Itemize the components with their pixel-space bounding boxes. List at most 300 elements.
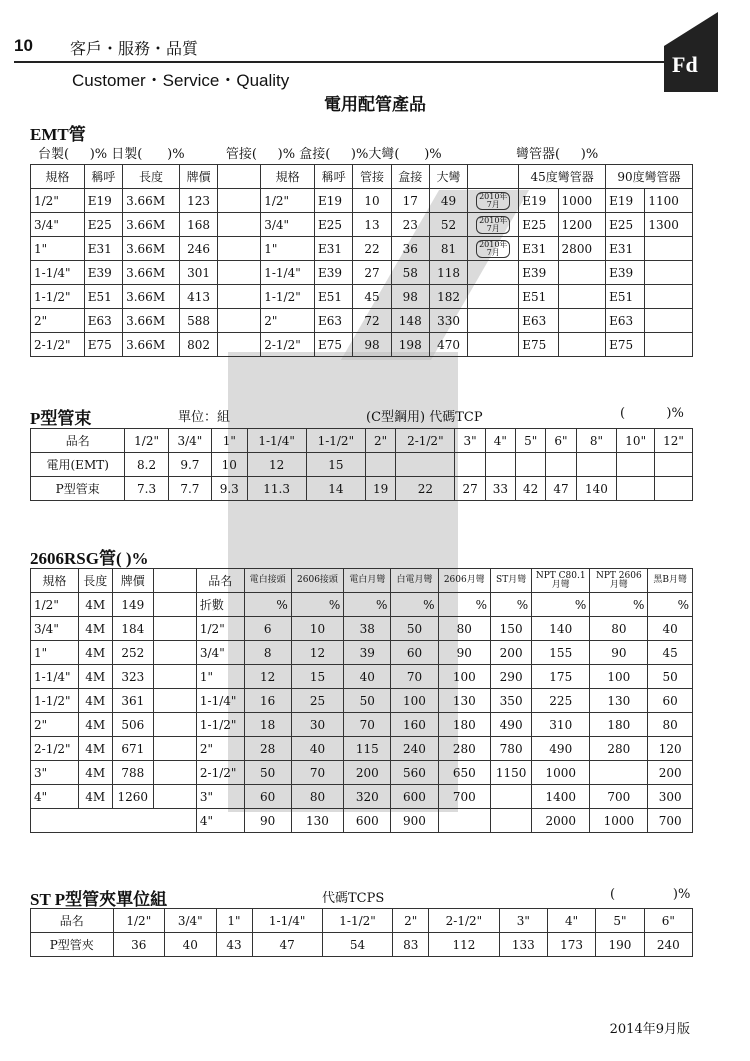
ptube-percent: ( )% — [620, 406, 684, 421]
table-cell: 900 — [391, 809, 438, 833]
table-cell: 4M — [78, 665, 112, 689]
table-cell — [645, 261, 693, 285]
table-cell: E25 — [84, 213, 122, 237]
table-cell: 3/4" — [196, 641, 244, 665]
stamp-month: 7月 — [486, 247, 500, 257]
table-cell: 4M — [78, 617, 112, 641]
table-row — [31, 761, 693, 785]
table-cell: 802 — [179, 333, 217, 357]
table-cell: E25 — [314, 213, 352, 237]
table-cell: E19 — [519, 189, 558, 213]
header-cell: 規格 — [31, 569, 79, 593]
table-cell: 80 — [291, 785, 344, 809]
table-cell: 118 — [429, 261, 467, 285]
percent-cell: % — [532, 593, 590, 617]
date-stamp-cell — [468, 285, 519, 309]
stclip-table — [30, 908, 693, 957]
table-cell: 175 — [532, 665, 590, 689]
date-stamp — [476, 240, 510, 258]
table-cell: 36 — [113, 933, 164, 957]
table-cell: 160 — [391, 713, 438, 737]
table-cell — [655, 477, 693, 501]
emt-heading: EMT管 — [30, 125, 86, 144]
table-cell: 90 — [244, 809, 291, 833]
table-cell: 15 — [291, 665, 344, 689]
table-cell: 50 — [391, 617, 438, 641]
stamp-month: 7月 — [486, 199, 500, 209]
ptube-unit: 單位：組 — [178, 410, 231, 425]
table-cell: 3.66M — [123, 309, 180, 333]
table-cell: 72 — [353, 309, 391, 333]
table-cell: E75 — [84, 333, 122, 357]
table-cell: 33 — [485, 477, 515, 501]
header-cell: NPT 2606月彎 — [590, 569, 648, 593]
table-cell: 300 — [648, 785, 693, 809]
gap-cell — [153, 617, 196, 641]
rsg-table — [30, 568, 693, 833]
stamp-year: 2010年 — [479, 191, 508, 201]
table-cell: E63 — [519, 309, 558, 333]
header-cell: 品名 — [31, 909, 114, 933]
table-cell: 1000 — [532, 761, 590, 785]
table-cell — [396, 453, 455, 477]
table-cell: 2-1/2" — [31, 737, 79, 761]
table-cell: 4M — [78, 785, 112, 809]
table-row — [31, 713, 693, 737]
table-cell: 2800 — [558, 237, 606, 261]
gap-cell — [218, 309, 261, 333]
table-cell: 2-1/2" — [31, 333, 85, 357]
header-cell: 1/2" — [125, 429, 168, 453]
table-cell: 2" — [196, 737, 244, 761]
table-cell: E19 — [84, 189, 122, 213]
table-cell: E31 — [519, 237, 558, 261]
table-cell: 折數 — [196, 593, 244, 617]
header-rule — [14, 61, 664, 63]
table-cell — [558, 309, 606, 333]
table-cell: 10 — [212, 453, 247, 477]
table-cell: 470 — [429, 333, 467, 357]
table-cell: 40 — [648, 617, 693, 641]
header-cell: 管接 — [353, 165, 391, 189]
header-cell: 5" — [516, 429, 546, 453]
table-cell: 310 — [532, 713, 590, 737]
gap-cell — [153, 737, 196, 761]
percent-cell: % — [648, 593, 693, 617]
header-cell: 2" — [393, 909, 429, 933]
table-cell: 60 — [391, 641, 438, 665]
table-cell: 2-1/2" — [261, 333, 315, 357]
table-cell: 12 — [247, 453, 306, 477]
header-cell: 1" — [212, 429, 247, 453]
table-cell: 490 — [491, 713, 532, 737]
table-cell: 54 — [322, 933, 392, 957]
table-cell: 148 — [391, 309, 429, 333]
table-cell — [617, 453, 655, 477]
table-cell: E63 — [84, 309, 122, 333]
table-cell: 6 — [244, 617, 291, 641]
table-cell — [617, 477, 655, 501]
table-cell: 180 — [590, 713, 648, 737]
table-cell: 4" — [196, 809, 244, 833]
table-cell: 3/4" — [261, 213, 315, 237]
table-cell: 140 — [576, 477, 617, 501]
table-cell: 1-1/2" — [31, 285, 85, 309]
table-cell: E63 — [314, 309, 352, 333]
table-cell: 413 — [179, 285, 217, 309]
table-cell: 70 — [391, 665, 438, 689]
table-cell: 80 — [648, 713, 693, 737]
table-header-row — [31, 569, 693, 593]
table-cell: 2000 — [532, 809, 590, 833]
table-cell: 39 — [344, 641, 391, 665]
table-cell: E39 — [606, 261, 645, 285]
table-cell: 173 — [547, 933, 595, 957]
table-cell: E31 — [84, 237, 122, 261]
percent-cell: % — [590, 593, 648, 617]
table-cell: E31 — [314, 237, 352, 261]
table-cell: 42 — [516, 477, 546, 501]
header-cell: 12" — [655, 429, 693, 453]
table-cell: 10 — [353, 189, 391, 213]
table-cell: 28 — [244, 737, 291, 761]
table-cell: 198 — [391, 333, 429, 357]
table-cell: 15 — [306, 453, 365, 477]
table-cell: 27 — [455, 477, 485, 501]
table-cell: 81 — [429, 237, 467, 261]
table-cell: 3" — [196, 785, 244, 809]
table-cell: 14 — [306, 477, 365, 501]
table-cell: 700 — [648, 809, 693, 833]
table-cell: E51 — [84, 285, 122, 309]
table-cell: 8 — [244, 641, 291, 665]
table-cell — [491, 785, 532, 809]
table-cell — [455, 453, 485, 477]
table-cell: 47 — [546, 477, 576, 501]
table-cell: 1-1/4" — [261, 261, 315, 285]
table-row — [31, 809, 693, 833]
header-cell: 2-1/2" — [429, 909, 499, 933]
table-cell — [491, 809, 532, 833]
table-cell: 40 — [291, 737, 344, 761]
table-cell: 120 — [648, 737, 693, 761]
table-cell: 1-1/4" — [31, 665, 79, 689]
table-cell: 22 — [396, 477, 455, 501]
table-cell: 45 — [648, 641, 693, 665]
header-cell: 品名 — [196, 569, 244, 593]
table-cell: E25 — [606, 213, 645, 237]
table-cell: E63 — [606, 309, 645, 333]
table-cell: 700 — [590, 785, 648, 809]
table-cell: 1" — [261, 237, 315, 261]
page-number: 10 — [14, 36, 33, 55]
table-cell: 100 — [438, 665, 491, 689]
table-cell: 280 — [590, 737, 648, 761]
rsg-heading: 2606RSG管( )% — [30, 549, 149, 568]
percent-cell: % — [438, 593, 491, 617]
header-cell: 1-1/4" — [252, 909, 322, 933]
table-cell: 650 — [438, 761, 491, 785]
table-cell: 60 — [244, 785, 291, 809]
table-cell: 50 — [244, 761, 291, 785]
table-cell: 12 — [244, 665, 291, 689]
table-cell: 19 — [365, 477, 395, 501]
table-cell — [516, 453, 546, 477]
header-cell: 白電月彎 — [391, 569, 438, 593]
table-cell: 2" — [31, 713, 79, 737]
table-cell: 1000 — [558, 189, 606, 213]
header-cell: 規格 — [261, 165, 315, 189]
table-cell: 200 — [648, 761, 693, 785]
date-stamp — [476, 216, 510, 234]
table-cell: 780 — [491, 737, 532, 761]
gap-cell — [218, 237, 261, 261]
table-cell: 1" — [196, 665, 244, 689]
table-cell: 4M — [78, 641, 112, 665]
table-cell: 16 — [244, 689, 291, 713]
table-row — [31, 285, 693, 309]
table-cell: 25 — [291, 689, 344, 713]
date-stamp-cell — [468, 309, 519, 333]
table-cell: 4M — [78, 593, 112, 617]
table-cell: 290 — [491, 665, 532, 689]
table-cell: 323 — [112, 665, 153, 689]
table-cell — [645, 333, 693, 357]
table-row — [31, 453, 693, 477]
header-cell: 品名 — [31, 429, 125, 453]
table-cell: 140 — [532, 617, 590, 641]
header-cell: 3" — [455, 429, 485, 453]
gap-cell — [218, 213, 261, 237]
table-cell: 506 — [112, 713, 153, 737]
table-cell: 80 — [438, 617, 491, 641]
table-cell: 1-1/4" — [31, 261, 85, 285]
stamp-month: 7月 — [486, 223, 500, 233]
table-row — [31, 237, 693, 261]
table-cell: 182 — [429, 285, 467, 309]
table-cell: 200 — [491, 641, 532, 665]
gap-cell — [153, 689, 196, 713]
table-cell: 200 — [344, 761, 391, 785]
table-cell: 1" — [31, 237, 85, 261]
table-cell: 130 — [590, 689, 648, 713]
table-cell: 361 — [112, 689, 153, 713]
header-cell: 1/2" — [113, 909, 164, 933]
header-cell: 牌價 — [179, 165, 217, 189]
table-row — [31, 641, 693, 665]
table-cell: 4M — [78, 761, 112, 785]
table-row — [31, 737, 693, 761]
table-cell: 112 — [429, 933, 499, 957]
table-cell: 9.7 — [168, 453, 211, 477]
gap-cell — [153, 665, 196, 689]
header-cell: 電白接頭 — [244, 569, 291, 593]
table-row — [31, 933, 693, 957]
table-cell: 2-1/2" — [196, 761, 244, 785]
table-cell: 1100 — [645, 189, 693, 213]
table-cell: 11.3 — [247, 477, 306, 501]
table-cell: 83 — [393, 933, 429, 957]
header-title-cn: 客戶・服務・品質 — [70, 39, 199, 58]
table-cell: 30 — [291, 713, 344, 737]
table-cell: 1150 — [491, 761, 532, 785]
table-cell: 18 — [244, 713, 291, 737]
table-cell: 350 — [491, 689, 532, 713]
table-cell: E25 — [519, 213, 558, 237]
table-cell: 2" — [31, 309, 85, 333]
table-cell: E75 — [314, 333, 352, 357]
table-cell: 240 — [391, 737, 438, 761]
table-cell: 1400 — [532, 785, 590, 809]
table-cell: 2" — [261, 309, 315, 333]
table-row — [31, 189, 693, 213]
table-cell: E19 — [314, 189, 352, 213]
table-cell: 133 — [499, 933, 547, 957]
header-cell: 1-1/2" — [322, 909, 392, 933]
header-cell: NPT C80.1月彎 — [532, 569, 590, 593]
table-cell: 100 — [391, 689, 438, 713]
table-cell: 4M — [78, 689, 112, 713]
header-cell: 6" — [546, 429, 576, 453]
percent-cell: % — [291, 593, 344, 617]
gap-cell — [153, 713, 196, 737]
table-cell — [485, 453, 515, 477]
date-stamp-cell — [468, 237, 519, 261]
header-cell: 4" — [485, 429, 515, 453]
table-cell: 588 — [179, 309, 217, 333]
gap-cell — [153, 593, 196, 617]
table-cell: 671 — [112, 737, 153, 761]
table-cell: 9.3 — [212, 477, 247, 501]
gap-cell — [218, 189, 261, 213]
gap-cell — [218, 333, 261, 357]
table-cell: 13 — [353, 213, 391, 237]
table-cell: 252 — [112, 641, 153, 665]
table-cell: E51 — [314, 285, 352, 309]
table-row — [31, 477, 693, 501]
table-cell: E51 — [606, 285, 645, 309]
header-cell: 電白月彎 — [344, 569, 391, 593]
table-row — [31, 333, 693, 357]
table-cell: 98 — [353, 333, 391, 357]
table-cell: 3/4" — [31, 213, 85, 237]
table-cell: P型管束 — [31, 477, 125, 501]
table-row — [31, 261, 693, 285]
edition-footer: 2014年9月版 — [609, 1022, 690, 1037]
table-cell: 330 — [429, 309, 467, 333]
percent-cell: % — [344, 593, 391, 617]
table-cell: 1200 — [558, 213, 606, 237]
table-row — [31, 309, 693, 333]
header-cell: 8" — [576, 429, 617, 453]
table-row — [31, 213, 693, 237]
table-cell: 4M — [78, 737, 112, 761]
header-cell: 5" — [596, 909, 644, 933]
date-stamp — [476, 192, 510, 210]
table-row — [31, 593, 693, 617]
table-cell: E39 — [519, 261, 558, 285]
table-cell: 70 — [291, 761, 344, 785]
table-cell: 1-1/2" — [196, 713, 244, 737]
table-cell: 1-1/4" — [196, 689, 244, 713]
table-cell: 17 — [391, 189, 429, 213]
gap-cell — [218, 261, 261, 285]
emt-discount-line: 台製( )% 日製( )% 管接( )% 盒接( )%大彎( )% 彎管器( )% — [38, 147, 599, 162]
table-cell: 10 — [291, 617, 344, 641]
table-cell: 700 — [438, 785, 491, 809]
table-cell: 22 — [353, 237, 391, 261]
table-cell — [558, 285, 606, 309]
table-cell: 50 — [344, 689, 391, 713]
header-cell: 長度 — [123, 165, 180, 189]
header-cell: 稱呼 — [84, 165, 122, 189]
table-cell — [365, 453, 395, 477]
table-cell — [558, 261, 606, 285]
table-cell: 490 — [532, 737, 590, 761]
table-cell — [655, 453, 693, 477]
table-cell — [645, 285, 693, 309]
table-cell: P型管夾 — [31, 933, 114, 957]
table-cell: 301 — [179, 261, 217, 285]
header-cell: 稱呼 — [314, 165, 352, 189]
table-cell: 4M — [78, 713, 112, 737]
table-cell: 1" — [31, 641, 79, 665]
percent-cell: % — [244, 593, 291, 617]
header-cell: 10" — [617, 429, 655, 453]
table-cell — [576, 453, 617, 477]
table-cell: 600 — [344, 809, 391, 833]
table-cell — [438, 809, 491, 833]
header-cell: 2606月彎 — [438, 569, 491, 593]
table-cell: 280 — [438, 737, 491, 761]
table-cell: 36 — [391, 237, 429, 261]
table-cell — [558, 333, 606, 357]
stclip-percent: ( )% — [610, 887, 691, 902]
table-cell: 155 — [532, 641, 590, 665]
table-cell: 23 — [391, 213, 429, 237]
page-title: 電用配管產品 — [324, 95, 426, 115]
percent-cell: % — [391, 593, 438, 617]
table-header-row — [31, 165, 693, 189]
table-cell: 149 — [112, 593, 153, 617]
header-cell: 45度彎管器 — [519, 165, 606, 189]
table-cell: 43 — [216, 933, 252, 957]
table-cell: 1260 — [112, 785, 153, 809]
table-cell: 180 — [438, 713, 491, 737]
table-cell: 40 — [165, 933, 216, 957]
table-cell: 1000 — [590, 809, 648, 833]
table-cell: E31 — [606, 237, 645, 261]
table-cell: 3.66M — [123, 285, 180, 309]
header-cell: 黑B月彎 — [648, 569, 693, 593]
table-cell: 8.2 — [125, 453, 168, 477]
table-cell: E39 — [314, 261, 352, 285]
percent-cell: % — [491, 593, 532, 617]
table-cell: 1/2" — [261, 189, 315, 213]
gap-cell — [153, 761, 196, 785]
date-stamp-cell — [468, 333, 519, 357]
gap-cell — [218, 165, 261, 189]
table-header-row — [31, 429, 693, 453]
table-cell: 320 — [344, 785, 391, 809]
table-cell: 246 — [179, 237, 217, 261]
table-cell: 168 — [179, 213, 217, 237]
table-cell: 3/4" — [31, 617, 79, 641]
ptube-heading: P型管束 — [30, 409, 92, 428]
table-cell: 3.66M — [123, 213, 180, 237]
table-cell: 58 — [391, 261, 429, 285]
table-cell: 1-1/2" — [31, 689, 79, 713]
